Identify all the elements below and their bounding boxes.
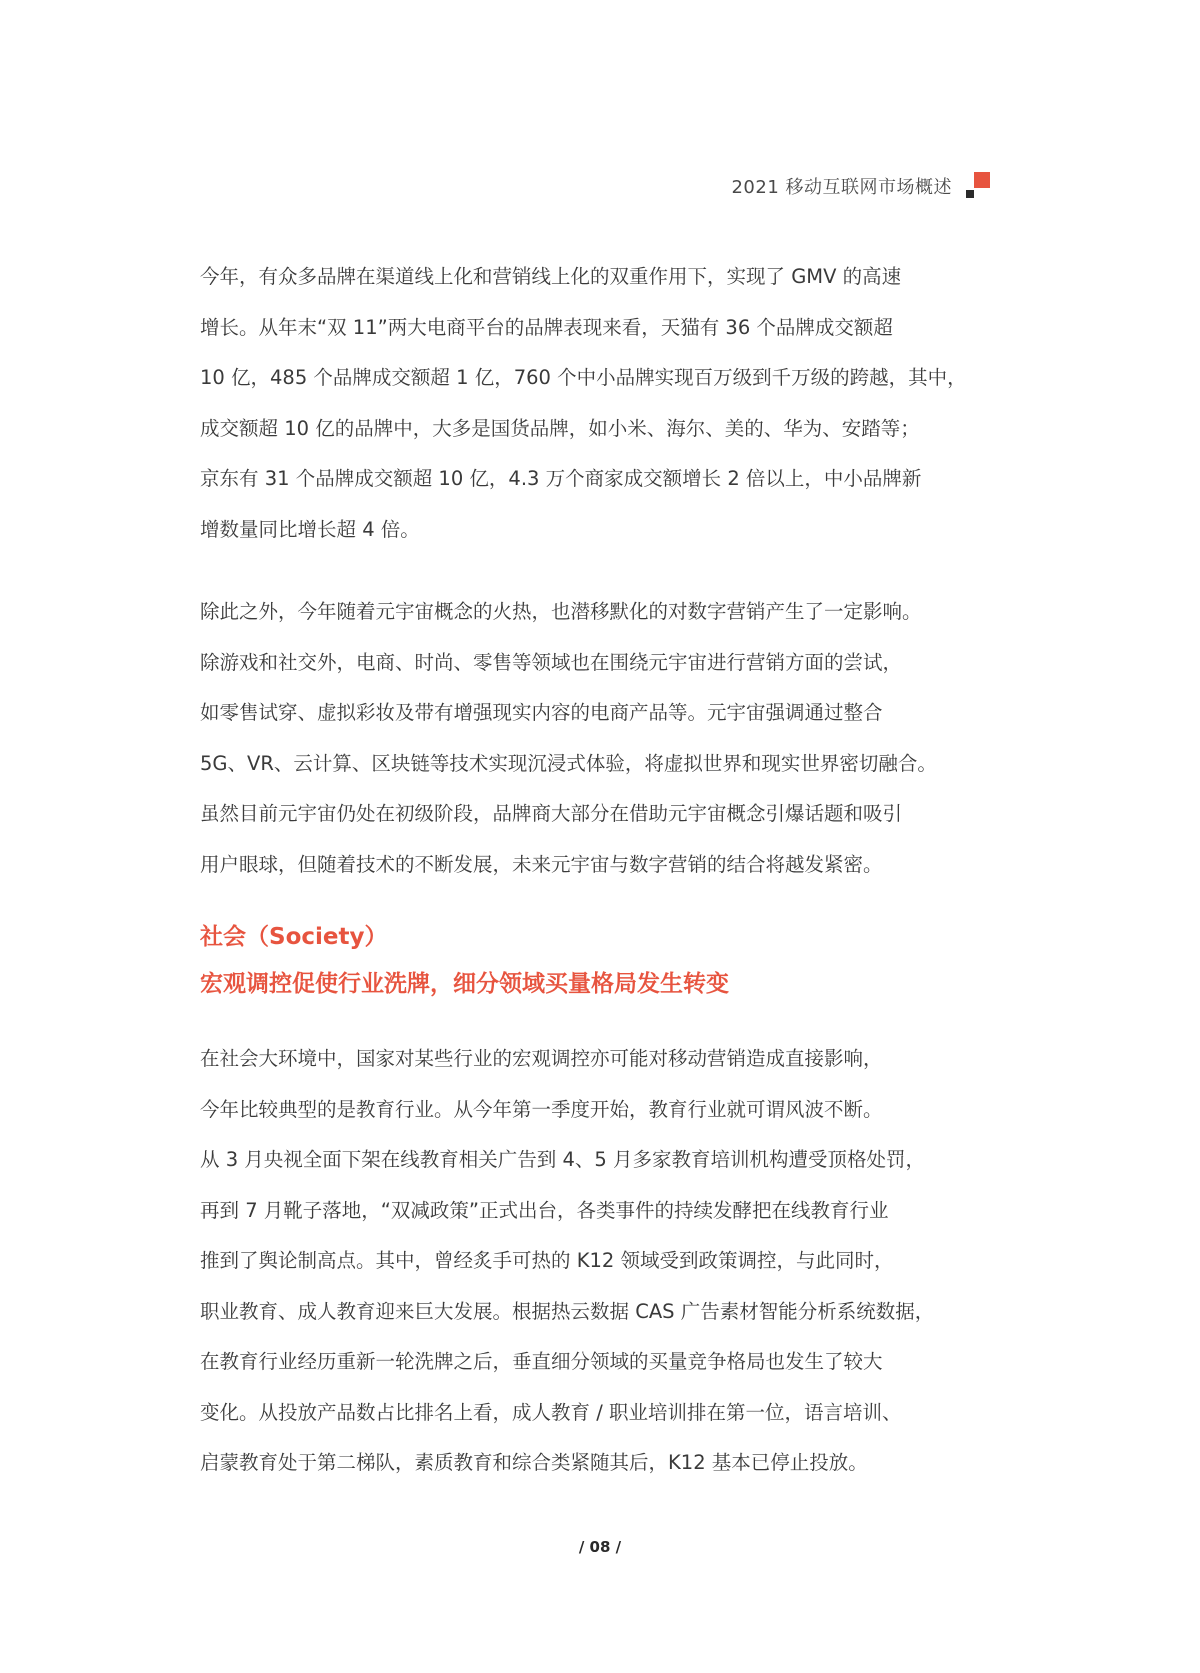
text-line: 虽然目前元宇宙仍处在初级阶段，品牌商大部分在借助元宇宙概念引爆话题和吸引 (200, 802, 903, 825)
text-line: 今年比较典型的是教育行业。从今年第一季度开始，教育行业就可谓风波不断。 (200, 1097, 883, 1121)
logo-dark-square (966, 190, 974, 198)
paragraph-metaverse (200, 587, 1020, 890)
text-line: 除游戏和社交外，电商、时尚、零售等领域也在围绕元宇宙进行营销方面的尝试， (200, 650, 903, 674)
text-line: 在教育行业经历重新一轮洗牌之后，垂直细分领域的买量竞争格局也发生了较大 (200, 1350, 883, 1373)
text-line: 5G、VR、云计算、区块链等技术实现沉浸式体验，将虚拟世界和现实世界密切融合。 (200, 751, 937, 775)
text-line: 今年，有众多品牌在渠道线上化和营销线上化的双重作用下，实现了 GMV 的高速 (200, 265, 902, 288)
text-line: 从 3 月央视全面下架在线教育相关广告到 4、5 月多家教育培训机构遭受顶格处罚， (200, 1148, 926, 1171)
text-line: 职业教育、成人教育迎来巨大发展。根据热云数据 CAS 广告素材智能分析系统数据， (200, 1299, 935, 1323)
logo-orange-square (974, 172, 990, 188)
main-content (200, 252, 1020, 1489)
page-number: / 08 / (578, 1538, 622, 1556)
section-subtitle: 宏观调控促使行业洗牌，细分领域买量格局发生转变 (200, 971, 729, 997)
text-line: 再到 7 月靴子落地，“双减政策”正式出台，各类事件的持续发酵把在线教育行业 (200, 1198, 889, 1222)
text-line: 推到了舆论制高点。其中，曾经炙手可热的 K12 领域受到政策调控，与此同时， (200, 1249, 894, 1272)
stacked-squares-icon (962, 172, 990, 200)
text-line: 京东有 31 个品牌成交额超 10 亿，4.3 万个商家成交额增长 2 倍以上，中小品牌新 (200, 467, 922, 490)
text-line: 成交额超 10 亿的品牌中，大多是国货品牌，如小米、海尔、美的、华为、安踏等； (200, 416, 920, 440)
page-header (731, 168, 990, 208)
text-line: 除此之外，今年随着元宇宙概念的火热，也潜移默化的对数字营销产生了一定影响。 (200, 600, 922, 623)
paragraph-gmv-growth (200, 252, 1020, 555)
text-line: 变化。从投放产品数占比排名上看，成人教育 / 职业培训排在第一位，语言培训、 (200, 1400, 902, 1424)
text-line: 启蒙教育处于第二梯队，素质教育和综合类紧随其后，K12 基本已停止投放。 (200, 1451, 868, 1474)
text-line: 用户眼球，但随着技术的不断发展，未来元宇宙与数字营销的结合将越发紧密。 (200, 852, 883, 876)
text-line: 10 亿，485 个品牌成交额超 1 亿，760 个中小品牌实现百万级到千万级的跨越，其中， (200, 366, 967, 389)
text-line: 增长。从年末“双 11”两大电商平台的品牌表现来看，天猫有 36 个品牌成交额超 (200, 315, 893, 339)
text-line: 在社会大环境中，国家对某些行业的宏观调控亦可能对移动营销造成直接影响， (200, 1047, 883, 1070)
text-line: 如零售试穿、虚拟彩妆及带有增强现实内容的电商产品等。元宇宙强调通过整合 (200, 701, 883, 724)
header-title: 2021 移动互联网市场概述 (731, 177, 952, 198)
paragraph-education-policy (200, 1034, 1020, 1489)
section-title: 社会（Society） (200, 924, 388, 950)
text-line: 增数量同比增长超 4 倍。 (200, 517, 420, 541)
